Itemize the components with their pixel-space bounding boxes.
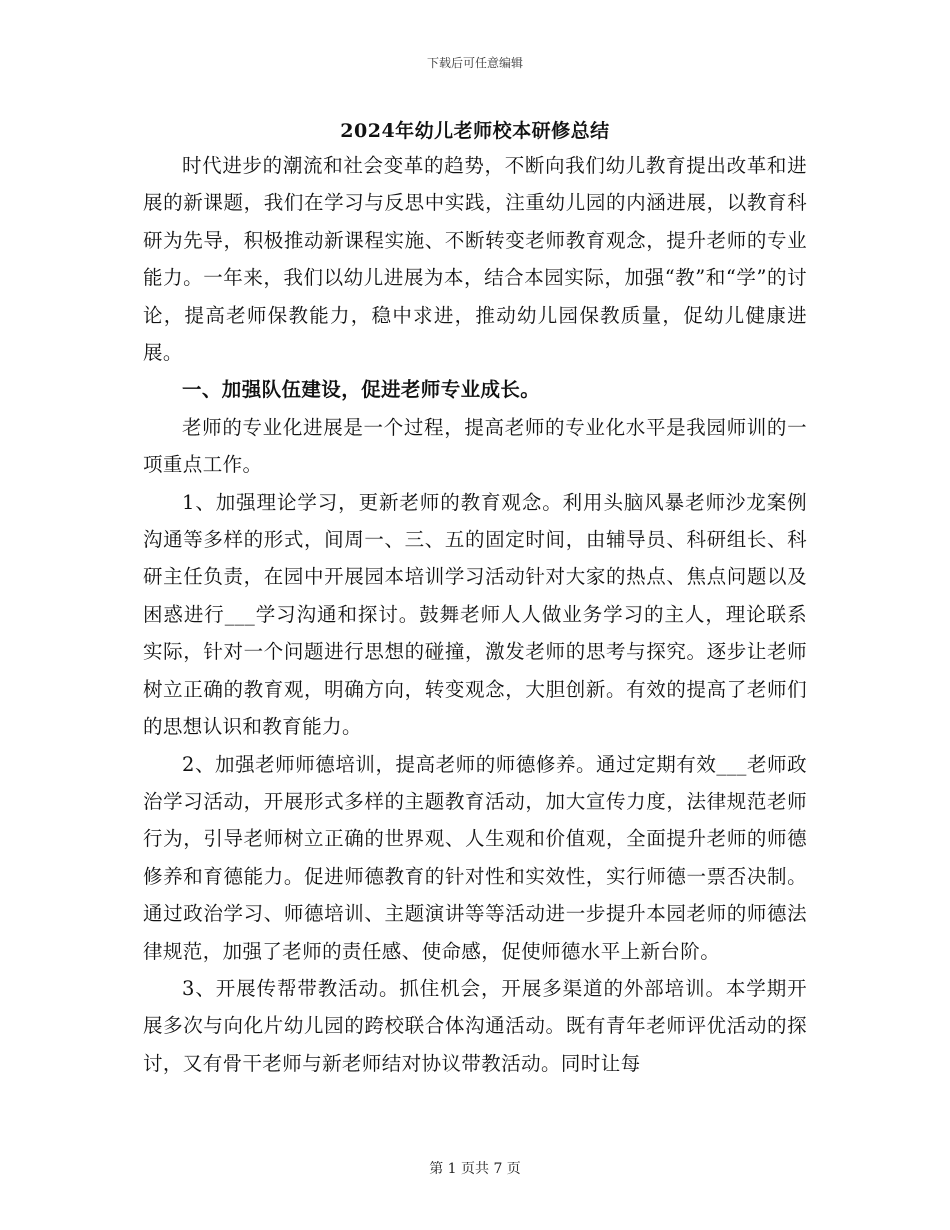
intro-paragraph: 时代进步的潮流和社会变革的趋势，不断向我们幼儿教育提出改革和进展的新课题，我们在学习与反思中实践，注重幼儿园的内涵进展，以教育科研为先导，积极推动新课程实施、不断转变老师教育观念，提升老师的专业能力。一年来，我们以幼儿进展为本，结合本园实际，加强“教”和“学”的讨论，提高老师保教能力，稳中求进，推动幼儿园保教质量，促幼儿健康进展。 <box>143 154 807 365</box>
section-heading-1: 一、加强队伍建设，促进老师专业成长。 <box>182 378 541 402</box>
header-note: 下载后可任意编辑 <box>426 56 523 70</box>
document-title: 2024年幼儿老师校本研修总结 <box>340 120 610 142</box>
item-3-paragraph: 3、开展传帮带教活动。抓住机会，开展多渠道的外部培训。本学期开展多次与向化片幼儿园的跨校联合体沟通活动。既有青年老师评优活动的探讨，又有骨干老师与新老师结对协议带教活动。同时让每 <box>143 976 807 1075</box>
item-1-paragraph: 1、加强理论学习，更新老师的教育观念。利用头脑风暴老师沙龙案例沟通等多样的形式，间周一、三、五的固定时间，由辅导员、科研组长、科研主任负责，在园中开展园本培训学习活动针对大家的热点、焦点问题以及困惑进行___学习沟通和探讨。鼓舞老师人人做业务学习的主人，理论联系实际，针对一个问题进行思想的碰撞，激发老师的思考与探究。逐步让老师树立正确的教育观，明确方向，转变观念，大胆创新。有效的提高了老师们的思想认识和教育能力。 <box>143 490 807 739</box>
page-number: 第 1 页共 7 页 <box>429 1161 521 1177</box>
document-body <box>143 147 807 1082</box>
item-2-paragraph: 2、加强老师师德培训，提高老师的师德修养。通过定期有效___老师政治学习活动，开展形式多样的主题教育活动，加大宣传力度，法律规范老师行为，引导老师树立正确的世界观、人生观和价值观，全面提升老师的师德修养和育德能力。促进师德教育的针对性和实效性，实行师德一票否决制。通过政治学习、师德培训、主题演讲等等活动进一步提升本园老师的师德法律规范，加强了老师的责任感、使命感，促使师德水平上新台阶。 <box>143 752 807 963</box>
section-intro-paragraph: 老师的专业化进展是一个过程，提高老师的专业化水平是我园师训的一项重点工作。 <box>143 415 807 477</box>
